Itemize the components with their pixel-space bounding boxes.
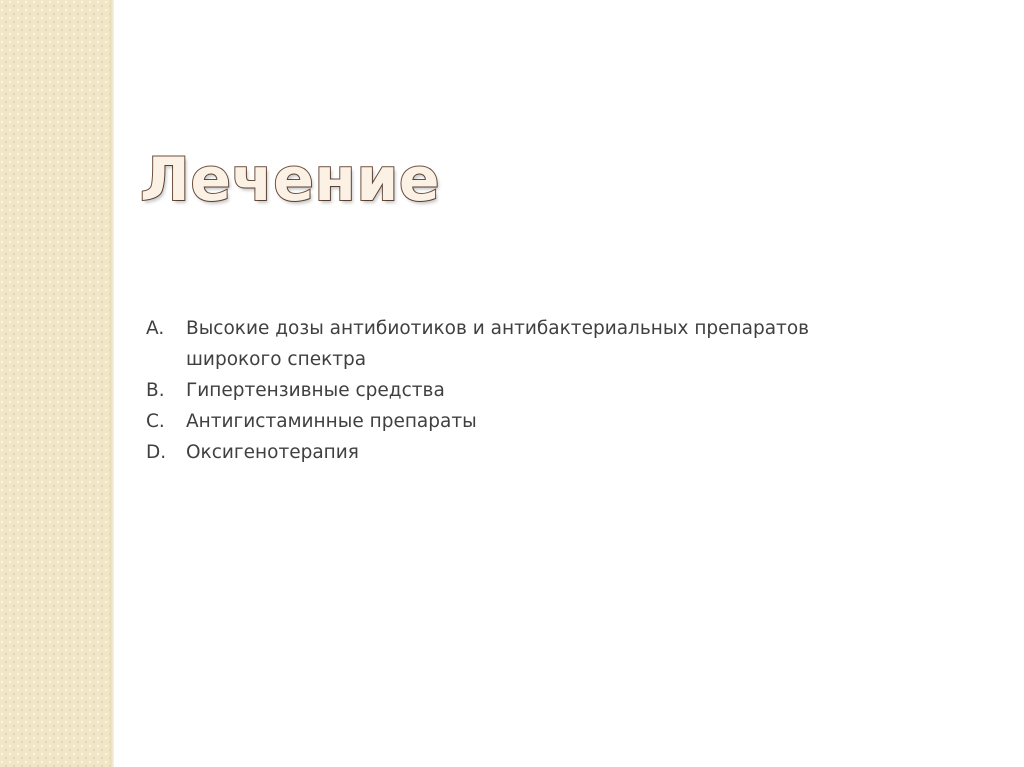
list-marker: D. [146, 442, 167, 463]
list-item [146, 375, 906, 406]
list-item [146, 406, 906, 437]
list-item [146, 313, 906, 375]
treatment-list [146, 313, 906, 468]
list-marker: C. [146, 411, 165, 432]
slide-title: Лечение [140, 145, 441, 215]
list-item-text: Оксигенотерапия [186, 442, 359, 463]
side-band-edge [110, 0, 114, 767]
decorative-side-band [0, 0, 110, 767]
list-marker: B. [146, 380, 165, 401]
list-item-text: Высокие дозы антибиотиков и антибактериальных препаратов широкого спектра [186, 318, 810, 370]
list-marker: A. [146, 318, 165, 339]
list-item [146, 437, 906, 468]
list-item-text: Гипертензивные средства [186, 380, 445, 401]
list-item-text: Антигистаминные препараты [186, 411, 477, 432]
